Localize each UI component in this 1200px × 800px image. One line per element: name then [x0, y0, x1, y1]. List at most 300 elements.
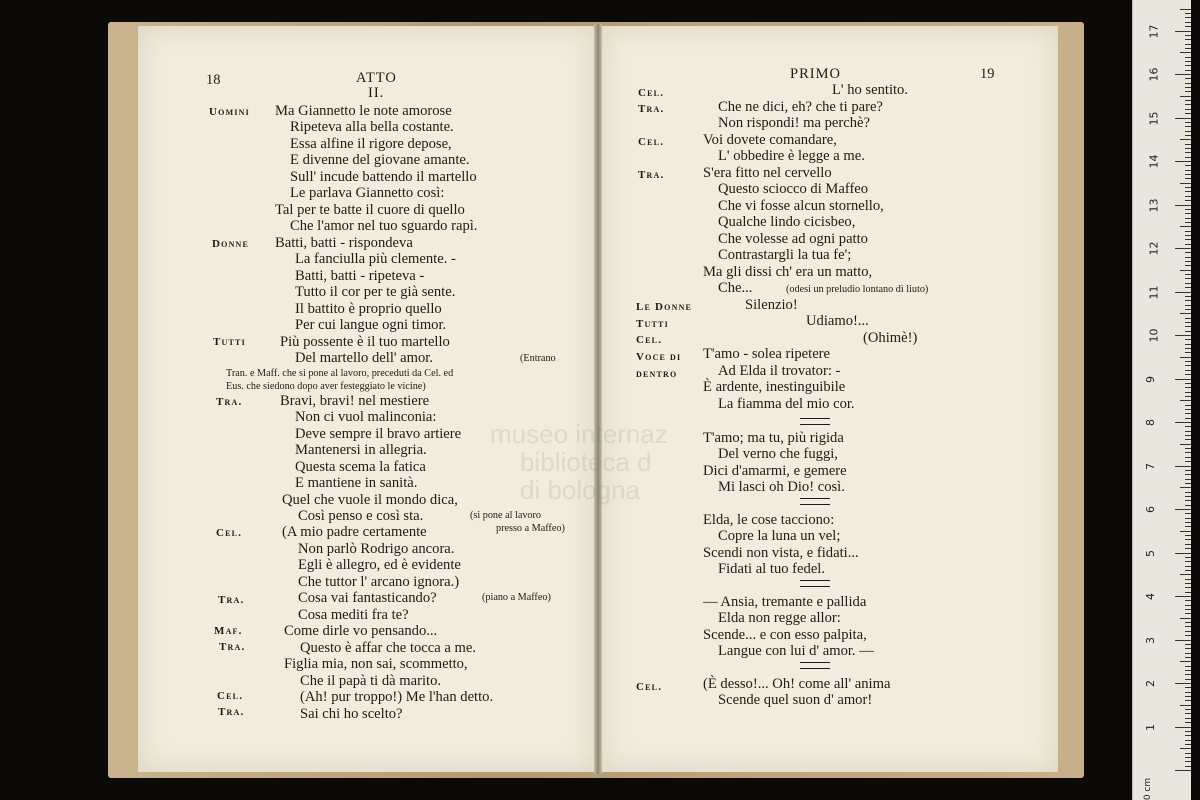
verse-line: E mantiene in sanità. [295, 475, 418, 491]
ruler-tick [1185, 165, 1191, 166]
ruler-tick [1185, 244, 1191, 245]
stage-direction: presso a Maffeo) [496, 523, 565, 534]
ruler-tick [1185, 148, 1191, 149]
verse-line: Ripeteva alla bella costante. [290, 119, 454, 135]
speaker-label: Tutti [213, 336, 246, 348]
ruler-tick [1185, 87, 1191, 88]
ruler-tick [1185, 218, 1191, 219]
ruler-tick [1180, 400, 1191, 401]
ruler-tick [1185, 387, 1191, 388]
ruler-number: 6 [1144, 506, 1157, 513]
ruler-tick [1185, 61, 1191, 62]
speaker-label: dentro [636, 368, 678, 380]
ruler-tick [1185, 496, 1191, 497]
speaker-label: Cel. [636, 334, 663, 346]
ruler-tick [1185, 78, 1191, 79]
ruler-tick [1185, 35, 1191, 36]
ruler-number: 4 [1144, 593, 1157, 600]
verse-line: T'amo - solea ripetere [703, 346, 831, 362]
ruler-tick [1185, 26, 1191, 27]
verse-line: Ma gli dissi ch' era un matto, [703, 264, 873, 280]
ruler-tick [1185, 39, 1191, 40]
ruler-tick [1185, 605, 1191, 606]
ruler-tick [1180, 270, 1191, 271]
ruler-tick [1185, 104, 1191, 105]
verse-line: Elda non regge allor: [718, 610, 841, 626]
verse-line: Essa alfine il rigore depose, [290, 136, 452, 152]
ruler-tick [1185, 231, 1191, 232]
running-header-left: ATTO [356, 70, 397, 86]
ruler-tick [1185, 439, 1191, 440]
verse-line: Voi dovete comandare, [703, 132, 837, 148]
ruler-tick [1185, 635, 1191, 636]
ruler-tick [1185, 65, 1191, 66]
ruler-tick [1180, 574, 1191, 575]
verse-line: Quel che vuole il mondo dica, [282, 492, 458, 508]
ruler-tick [1175, 509, 1191, 510]
ruler-tick [1185, 339, 1191, 340]
ruler-tick [1185, 222, 1191, 223]
ruler-number: 15 [1147, 111, 1161, 125]
ruler-tick [1185, 426, 1191, 427]
verse-line: Cosa vai fantasticando? [298, 590, 437, 606]
ruler-tick [1175, 31, 1191, 32]
ruler-tick [1185, 657, 1191, 658]
ruler-tick [1185, 631, 1191, 632]
ruler-tick [1185, 483, 1191, 484]
ruler-tick [1185, 278, 1191, 279]
ruler-tick [1185, 365, 1191, 366]
verse-line: Questo sciocco di Maffeo [718, 181, 869, 197]
ruler-tick [1180, 444, 1191, 445]
ruler-tick [1185, 670, 1191, 671]
ruler-tick [1185, 613, 1191, 614]
verse-line: Tal per te batte il cuore di quello [275, 202, 465, 218]
verse-line: Udiamo!... [806, 313, 869, 329]
ruler-tick [1185, 326, 1191, 327]
ruler-tick [1185, 435, 1191, 436]
ruler-tick [1185, 48, 1191, 49]
ruler-tick [1185, 283, 1191, 284]
measuring-ruler [1132, 0, 1191, 800]
verse-line: L' obbedire è legge a me. [718, 148, 865, 164]
verse-line: Che tuttor l' arcano ignora.) [298, 574, 460, 590]
verse-line: Questo è affar che tocca a me. [300, 640, 476, 656]
ruler-tick [1185, 405, 1191, 406]
verse-line: Che ne dici, eh? che ti pare? [718, 99, 883, 115]
verse-line: La fiamma del mio cor. [718, 396, 855, 412]
ruler-tick [1185, 461, 1191, 462]
speaker-label: Tutti [636, 318, 669, 330]
ruler-tick [1180, 661, 1191, 662]
speaker-label: Tra. [218, 594, 245, 606]
ruler-tick [1180, 313, 1191, 314]
ruler-tick [1185, 557, 1191, 558]
ruler-tick [1180, 705, 1191, 706]
ruler-tick [1185, 257, 1191, 258]
ruler-tick [1185, 200, 1191, 201]
verse-line: Tutto il cor per te già sente. [295, 284, 456, 300]
stage-direction: (si pone al lavoro [470, 510, 542, 521]
ruler-tick [1180, 96, 1191, 97]
ruler-tick [1185, 144, 1191, 145]
ruler-tick [1185, 152, 1191, 153]
ruler-tick [1180, 748, 1191, 749]
ruler-tick [1185, 448, 1191, 449]
ruler-number: 7 [1144, 462, 1157, 470]
ruler-number: 14 [1147, 154, 1161, 169]
ruler-tick [1185, 766, 1191, 767]
verse-line: Scendi non vista, e fidati... [703, 545, 859, 561]
ruler-tick [1185, 287, 1191, 288]
speaker-label: Le Donne [636, 301, 693, 313]
ruler-tick [1185, 692, 1191, 693]
verse-line: Che... [718, 280, 753, 296]
ruler-tick [1185, 57, 1191, 58]
speaker-label: Maf. [214, 625, 243, 637]
ruler-number: 12 [1147, 241, 1161, 256]
act-number: II. [368, 85, 385, 101]
ruler-tick [1185, 331, 1191, 332]
ruler-tick [1185, 452, 1191, 453]
verse-line: Ma Giannetto le note amorose [275, 103, 452, 119]
ruler-tick [1185, 274, 1191, 275]
ruler-tick [1185, 653, 1191, 654]
verse-line: Che volesse ad ogni patto [718, 231, 868, 247]
ruler-tick [1185, 592, 1191, 593]
verse-line: Contrastargli la tua fe'; [718, 247, 852, 263]
ruler-tick [1185, 474, 1191, 475]
ruler-tick [1185, 587, 1191, 588]
ruler-tick [1180, 357, 1191, 358]
verse-line: Scende... e con esso palpita, [703, 627, 867, 643]
ruler-tick [1185, 735, 1191, 736]
ruler-tick [1185, 431, 1191, 432]
verse-line: Sai chi ho scelto? [300, 706, 403, 722]
ruler-tick [1185, 17, 1191, 18]
verse-line: (Ah! pur troppo!) Me l'han detto. [300, 689, 494, 705]
verse-line: Non ci vuol malinconia: [295, 409, 437, 425]
ruler-tick [1185, 309, 1191, 310]
ruler-tick [1185, 522, 1191, 523]
speaker-label: Tra. [638, 103, 665, 115]
ruler-tick [1185, 713, 1191, 714]
ruler-tick [1185, 470, 1191, 471]
verse-line: S'era fitto nel cervello [703, 165, 832, 181]
ruler-tick [1175, 74, 1191, 75]
ruler-tick [1185, 22, 1191, 23]
ruler-tick [1180, 487, 1191, 488]
ruler-tick [1185, 513, 1191, 514]
ruler-tick [1185, 609, 1191, 610]
verse-line: Scende quel suon d' amor! [718, 692, 873, 708]
ruler-tick [1175, 292, 1191, 293]
verse-line: La fanciulla più clemente. - [295, 251, 456, 267]
section-separator [800, 580, 830, 587]
ruler-number: 13 [1147, 198, 1161, 212]
ruler-number: 8 [1144, 419, 1157, 426]
verse-line: Che vi fosse alcun stornello, [718, 198, 884, 214]
ruler-tick [1180, 183, 1191, 184]
museum-watermark [490, 420, 668, 504]
ruler-tick [1185, 239, 1191, 240]
ruler-number: 11 [1147, 285, 1161, 299]
verse-line: Cosa mediti fra te? [298, 607, 409, 623]
ruler-tick [1185, 409, 1191, 410]
ruler-tick [1185, 131, 1191, 132]
ruler-number: 10 [1147, 328, 1161, 343]
speaker-label: Donne [212, 238, 250, 250]
ruler-tick [1185, 674, 1191, 675]
ruler-tick [1180, 9, 1191, 10]
ruler-number: 17 [1147, 24, 1161, 38]
ruler-tick [1185, 570, 1191, 571]
verse-line: Deve sempre il bravo artiere [295, 426, 462, 442]
section-separator [800, 418, 830, 425]
ruler-tick [1180, 139, 1191, 140]
ruler-tick [1185, 731, 1191, 732]
ruler-tick [1185, 579, 1191, 580]
ruler-tick [1175, 118, 1191, 119]
ruler-tick [1185, 83, 1191, 84]
ruler-tick [1185, 361, 1191, 362]
ruler-tick [1175, 248, 1191, 249]
ruler-tick [1185, 344, 1191, 345]
ruler-tick [1185, 418, 1191, 419]
verse-line: Qualche lindo cicisbeo, [718, 214, 856, 230]
ruler-tick [1185, 548, 1191, 549]
ruler-tick [1185, 600, 1191, 601]
ruler-tick [1185, 753, 1191, 754]
verse-line: (Ohimè!) [863, 330, 918, 346]
ruler-tick [1180, 226, 1191, 227]
ruler-tick [1185, 626, 1191, 627]
ruler-tick [1185, 187, 1191, 188]
verse-line: Per cui langue ogni timor. [295, 317, 447, 333]
ruler-tick [1185, 696, 1191, 697]
stage-direction: Eus. che siedono dopo aver festeggiato le vicine) [226, 381, 426, 392]
ruler-tick [1180, 52, 1191, 53]
watermark-line: museo internaz [490, 419, 668, 449]
ruler-tick [1185, 135, 1191, 136]
ruler-tick [1185, 348, 1191, 349]
ruler-tick [1185, 757, 1191, 758]
ruler-tick [1185, 526, 1191, 527]
ruler-tick [1185, 392, 1191, 393]
ruler-number: 16 [1147, 67, 1161, 82]
ruler-tick [1185, 44, 1191, 45]
verse-line: Che l'amor nel tuo sguardo rapì. [290, 218, 478, 234]
ruler-tick [1175, 640, 1191, 641]
ruler-tick [1185, 322, 1191, 323]
ruler-unit-label: 0 cm [1143, 777, 1154, 800]
verse-line: Del martello dell' amor. [295, 350, 433, 366]
ruler-number: 1 [1144, 723, 1157, 731]
ruler-tick [1180, 531, 1191, 532]
verse-line: Dici d'amarmi, e gemere [703, 463, 847, 479]
stage-direction: (Entrano [520, 353, 556, 364]
verse-line: Egli è allegro, ed è evidente [298, 557, 461, 573]
speaker-label: Tra. [218, 706, 245, 718]
ruler-number: 3 [1144, 636, 1157, 644]
ruler-tick [1185, 113, 1191, 114]
ruler-tick [1185, 666, 1191, 667]
ruler-tick [1185, 261, 1191, 262]
ruler-tick [1185, 213, 1191, 214]
speaker-label: Cel. [638, 136, 665, 148]
verse-line: Bravi, bravi! nel mestiere [280, 393, 430, 409]
section-separator [800, 662, 830, 669]
ruler-tick [1185, 396, 1191, 397]
ruler-tick [1185, 191, 1191, 192]
ruler-tick [1175, 466, 1191, 467]
verse-line: Elda, le cose tacciono: [703, 512, 835, 528]
ruler-tick [1175, 379, 1191, 380]
ruler-tick [1185, 374, 1191, 375]
verse-line: Non parlò Rodrigo ancora. [298, 541, 455, 557]
verse-line: Batti, batti - ripeteva - [295, 268, 425, 284]
ruler-tick [1185, 209, 1191, 210]
verse-line: Figlia mia, non sai, scommetto, [284, 656, 468, 672]
verse-line: Questa scema la fatica [295, 459, 426, 475]
ruler-tick [1185, 622, 1191, 623]
ruler-tick [1175, 727, 1191, 728]
ruler-tick [1185, 178, 1191, 179]
watermark-line: di bologna [520, 475, 640, 505]
ruler-tick [1185, 744, 1191, 745]
ruler-tick [1185, 561, 1191, 562]
ruler-tick [1175, 683, 1191, 684]
verse-line: Non rispondi! ma perchè? [718, 115, 870, 131]
ruler-tick [1185, 679, 1191, 680]
ruler-tick [1185, 566, 1191, 567]
ruler-tick [1185, 535, 1191, 536]
book-gutter [594, 24, 602, 774]
verse-line: (A mio padre certamente [282, 524, 427, 540]
page-number-left: 18 [206, 72, 221, 88]
verse-line: L' ho sentito. [832, 82, 908, 98]
ruler-tick [1185, 300, 1191, 301]
ruler-tick [1175, 596, 1191, 597]
ruler-tick [1185, 370, 1191, 371]
verse-line: Langue con lui d' amor. — [718, 643, 874, 659]
ruler-tick [1185, 583, 1191, 584]
verse-line: Fidati al tuo fedel. [718, 561, 825, 577]
ruler-tick [1185, 100, 1191, 101]
ruler-tick [1185, 296, 1191, 297]
ruler-tick [1185, 479, 1191, 480]
ruler-tick [1185, 492, 1191, 493]
verse-line: E divenne del giovane amante. [290, 152, 470, 168]
speaker-label: Cel. [636, 681, 663, 693]
verse-line: T'amo; ma tu, più rigida [703, 430, 844, 446]
ruler-tick [1185, 500, 1191, 501]
ruler-tick [1185, 761, 1191, 762]
ruler-tick [1185, 709, 1191, 710]
speaker-label: Voce di [636, 351, 682, 363]
ruler-tick [1185, 518, 1191, 519]
section-separator [800, 498, 830, 505]
speaker-label: Tra. [219, 641, 246, 653]
ruler-tick [1185, 740, 1191, 741]
ruler-tick [1185, 505, 1191, 506]
ruler-tick [1185, 722, 1191, 723]
speaker-label: Tra. [638, 169, 665, 181]
ruler-tick [1185, 544, 1191, 545]
verse-line: (È desso!... Oh! come all' anima [703, 676, 891, 692]
verse-line: Silenzio! [745, 297, 798, 313]
ruler-tick [1175, 770, 1191, 771]
ruler-tick [1185, 235, 1191, 236]
watermark-line: biblioteca d [520, 447, 652, 477]
ruler-tick [1185, 383, 1191, 384]
ruler-number: 5 [1144, 549, 1157, 557]
verse-line: Sull' incude battendo il martello [290, 169, 477, 185]
ruler-tick [1185, 457, 1191, 458]
speaker-label: Cel. [638, 87, 665, 99]
speaker-label: Tra. [216, 396, 243, 408]
speaker-label: Cel. [216, 527, 243, 539]
ruler-tick [1185, 174, 1191, 175]
ruler-tick [1175, 422, 1191, 423]
ruler-tick [1185, 318, 1191, 319]
verse-line: Come dirle vo pensando... [284, 623, 438, 639]
ruler-tick [1185, 352, 1191, 353]
ruler-tick [1175, 335, 1191, 336]
verse-line: Le parlava Giannetto così: [290, 185, 445, 201]
verse-line: Mantenersi in allegria. [295, 442, 427, 458]
ruler-tick [1175, 205, 1191, 206]
ruler-tick [1185, 687, 1191, 688]
page-number-right: 19 [980, 66, 995, 82]
ruler-tick [1185, 126, 1191, 127]
ruler-tick [1185, 157, 1191, 158]
ruler-tick [1185, 91, 1191, 92]
verse-line: Il battito è proprio quello [295, 301, 442, 317]
ruler-tick [1180, 618, 1191, 619]
ruler-number: 2 [1144, 680, 1157, 687]
speaker-label: Uomini [209, 106, 250, 118]
verse-line: Che il papà ti dà marito. [300, 673, 442, 689]
verse-line: Mi lasci oh Dio! così. [718, 479, 845, 495]
ruler-tick [1185, 170, 1191, 171]
ruler-tick [1185, 265, 1191, 266]
ruler-tick [1185, 13, 1191, 14]
ruler-tick [1175, 553, 1191, 554]
verse-line: Più possente è il tuo martello [280, 334, 450, 350]
ruler-tick [1185, 644, 1191, 645]
ruler-tick [1185, 305, 1191, 306]
ruler-tick [1185, 109, 1191, 110]
verse-line: Copre la luna un vel; [718, 528, 841, 544]
ruler-tick [1185, 196, 1191, 197]
ruler-tick [1185, 413, 1191, 414]
running-header-right: PRIMO [790, 66, 841, 82]
ruler-tick [1185, 122, 1191, 123]
ruler-tick [1185, 70, 1191, 71]
verse-line: Del verno che fuggi, [718, 446, 838, 462]
verse-line: È ardente, inestinguibile [703, 379, 846, 395]
verse-line: Così penso e così sta. [298, 508, 424, 524]
ruler-tick [1175, 161, 1191, 162]
stage-direction: Tran. e Maff. che si pone al lavoro, preceduti da Cel. ed [226, 368, 454, 379]
ruler-number: 9 [1144, 375, 1157, 383]
ruler-tick [1185, 539, 1191, 540]
verse-line: Batti, batti - rispondeva [275, 235, 413, 251]
stage-direction: (odesi un preludio lontano di liuto) [786, 284, 929, 295]
ruler-tick [1185, 718, 1191, 719]
ruler-tick [1185, 700, 1191, 701]
